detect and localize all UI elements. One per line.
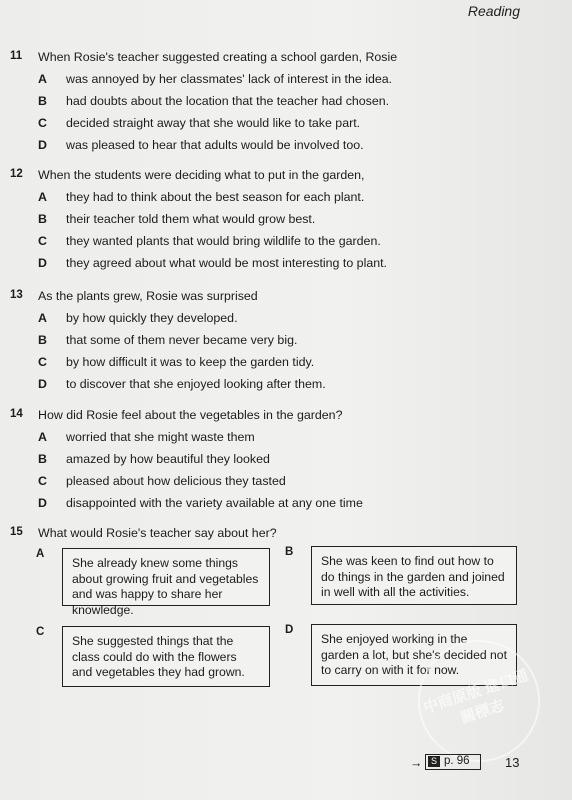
option-letter: C: [38, 234, 47, 248]
book-icon: S: [428, 756, 440, 767]
box-letter-b: B: [285, 546, 294, 558]
option-letter: C: [38, 116, 47, 130]
option-letter: B: [38, 333, 47, 347]
question-stem: What would Rosie's teacher say about her?: [38, 526, 277, 540]
reference-text: p. 96: [444, 755, 470, 767]
option-letter: C: [38, 474, 47, 488]
question-number: 11: [10, 50, 23, 62]
answer-box-a[interactable]: She already knew some things about growing fruit and vegetables and was happy to share her knowledge.: [62, 548, 270, 606]
question-stem: When the students were deciding what to put in the garden,: [38, 168, 365, 182]
question-number: 15: [10, 526, 23, 538]
page-number: 13: [505, 755, 520, 770]
option-text: decided straight away that she would like to take part.: [66, 116, 361, 130]
option-letter: C: [38, 355, 47, 369]
option-text: had doubts about the location that the teacher had chosen.: [66, 94, 390, 108]
answer-box-d[interactable]: She enjoyed working in the garden a lot, but she's decided not to carry on with it for now.: [311, 624, 517, 686]
question-number: 13: [10, 289, 23, 301]
option-text: that some of them never became very big.: [66, 333, 298, 347]
question-number: 14: [10, 408, 23, 420]
answer-box-c[interactable]: She suggested things that the class could do with the flowers and vegetables they had grown.: [62, 626, 270, 687]
section-heading: Reading: [467, 3, 520, 19]
box-letter-d: D: [285, 624, 294, 636]
answer-box-b[interactable]: She was keen to find out how to do things in the garden and joined in well with all the activities.: [311, 546, 517, 605]
option-text: by how difficult it was to keep the garden tidy.: [66, 355, 315, 369]
option-letter: A: [38, 72, 47, 86]
question-stem: As the plants grew, Rosie was surprised: [38, 289, 258, 303]
option-text: their teacher told them what would grow best.: [66, 212, 316, 226]
option-text: was pleased to hear that adults would be involved too.: [66, 138, 364, 152]
box-letter-a: A: [36, 548, 45, 560]
option-letter: A: [38, 190, 47, 204]
option-text: by how quickly they developed.: [66, 311, 238, 325]
option-letter: B: [38, 212, 47, 226]
stamp-text: 中商原版 進口通關標志: [421, 667, 531, 727]
option-letter: D: [38, 256, 47, 270]
option-text: they had to think about the best season for each plant.: [66, 190, 365, 204]
option-text: to discover that she enjoyed looking after them.: [66, 377, 326, 391]
option-letter: B: [38, 452, 47, 466]
option-text: they wanted plants that would bring wildlife to the garden.: [66, 234, 381, 248]
option-text: worried that she might waste them: [66, 430, 255, 444]
option-text: pleased about how delicious they tasted: [66, 474, 286, 488]
question-stem: When Rosie's teacher suggested creating a school garden, Rosie: [38, 50, 398, 64]
page-reference[interactable]: [425, 754, 481, 770]
question-number: 12: [10, 168, 23, 180]
option-letter: D: [38, 496, 47, 510]
option-text: they agreed about what would be most interesting to plant.: [66, 256, 387, 270]
box-letter-c: C: [36, 626, 45, 638]
option-text: was annoyed by her classmates' lack of interest in the idea.: [66, 72, 393, 86]
option-letter: B: [38, 94, 47, 108]
option-letter: A: [38, 311, 47, 325]
question-stem: How did Rosie feel about the vegetables in the garden?: [38, 408, 343, 422]
option-letter: D: [38, 138, 47, 152]
option-text: amazed by how beautiful they looked: [66, 452, 270, 466]
arrow-icon: →: [410, 756, 423, 770]
option-letter: A: [38, 430, 47, 444]
option-text: disappointed with the variety available at any one time: [66, 496, 363, 510]
option-letter: D: [38, 377, 47, 391]
